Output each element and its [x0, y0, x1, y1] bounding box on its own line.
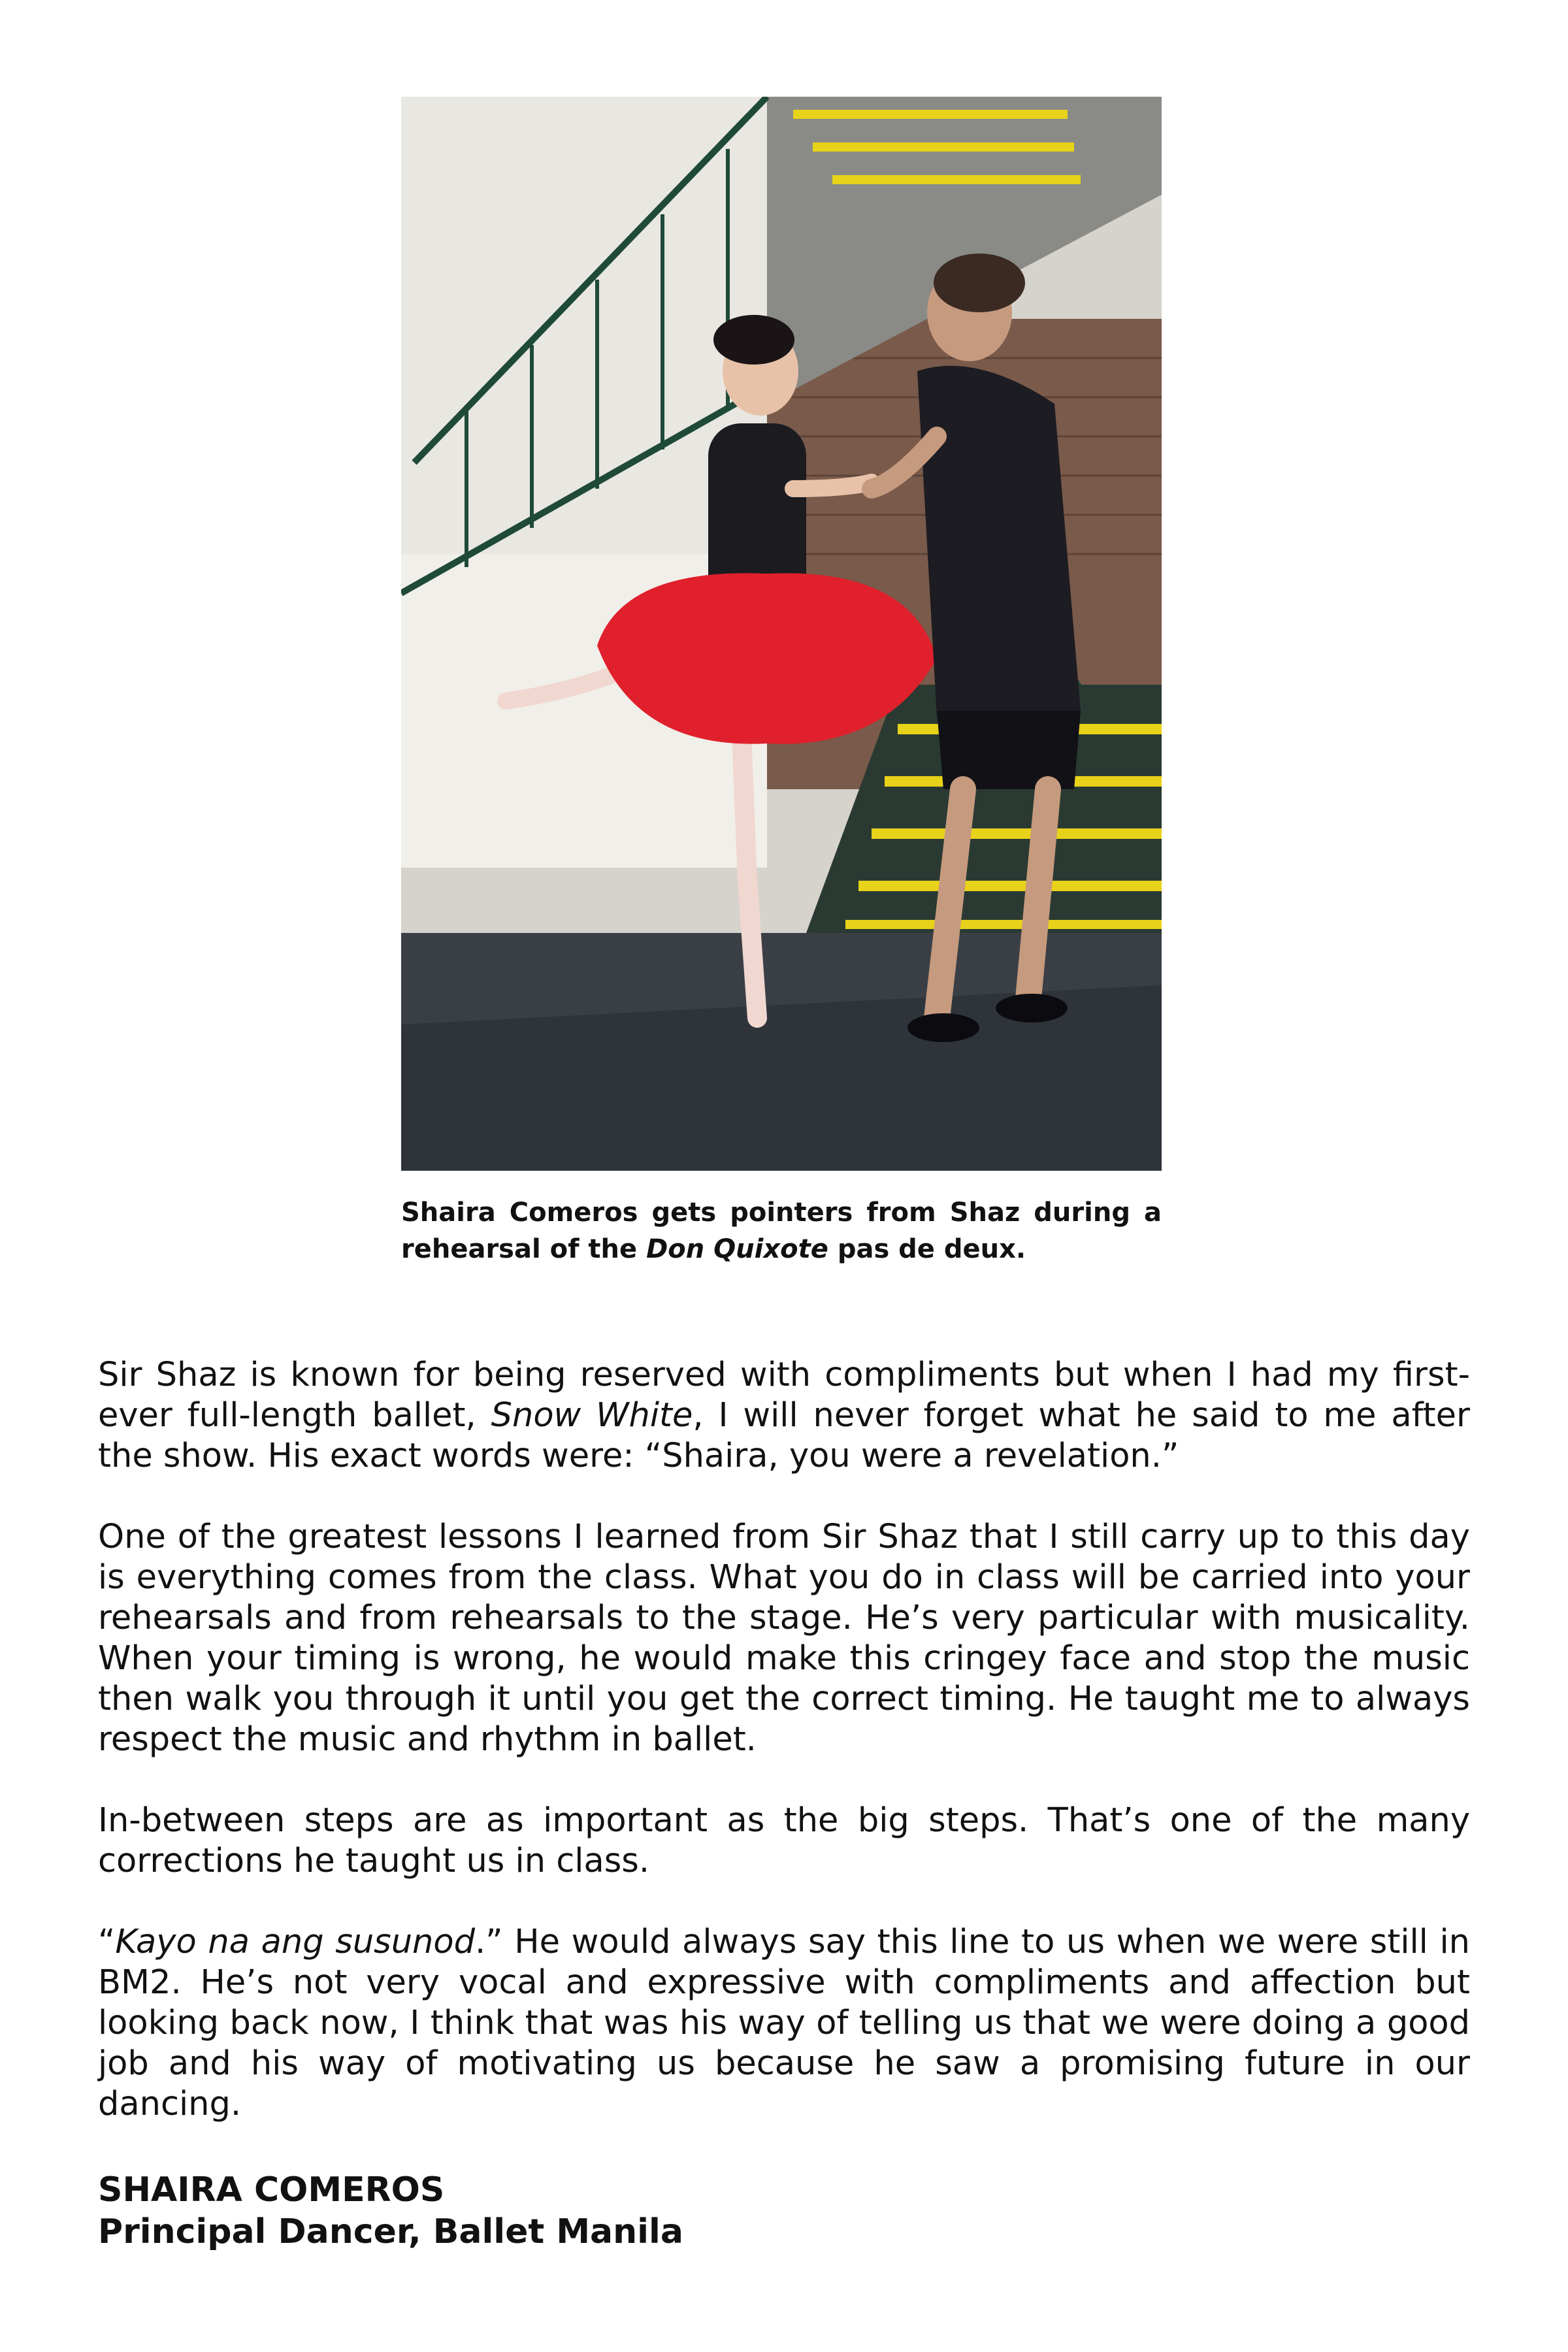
article-body: [98, 1355, 1470, 2165]
p1-after: , I will never forget what he said to me after the show. His exact words were: “Shaira, you were a revelation.”: [98, 1396, 1471, 1475]
photo-caption: [401, 1194, 1162, 1267]
caption-text-1: Shaira Comeros gets pointers from Shaz during a rehearsal of the: [401, 1198, 1162, 1264]
paragraph-3: In-between steps are as important as the big steps. That’s one of the many corrections he taught us in class.: [98, 1801, 1470, 1880]
p4-open-quote: “: [98, 1923, 116, 1961]
caption-text-2: pas de deux.: [828, 1234, 1026, 1264]
signature-block: [98, 2169, 1470, 2253]
p1-italic: Snow White: [491, 1396, 693, 1435]
rehearsal-photo: [401, 97, 1162, 1171]
paragraph-4: [98, 1922, 1470, 2125]
p1-before: Sir Shaz is known for being reserved with compliments but when I had my first-ever full-length ballet,: [98, 1356, 1470, 1435]
p4-after: .” He would always say this line to us when we were still in BM2. He’s not very vocal and expressive with compliments and affection but looking back now, I think that was his way of telling us that we were doing a good job and his way of motivating us because he saw a promising future in our dancing.: [98, 1923, 1470, 2123]
paragraph-1: [98, 1355, 1470, 1477]
signature-title: Principal Dancer, Ballet Manila: [98, 2212, 683, 2251]
rehearsal-illustration: [401, 97, 1162, 1171]
signature-name: SHAIRA COMEROS: [98, 2170, 445, 2210]
paragraph-2: One of the greatest lessons I learned from Sir Shaz that I still carry up to this day is everything comes from the class. What you do in class will be carried into your rehearsals and from rehearsals to the stage. He’s very particular with musicality. When your timing is wrong, he would make this cringey face and stop the music then walk you through it until you get the correct timing. He taught me to always respect the music and rhythm in ballet.: [98, 1518, 1470, 1759]
caption-title-italic: Don Quixote: [646, 1234, 828, 1264]
p4-italic: Kayo na ang susunod: [115, 1923, 475, 1961]
